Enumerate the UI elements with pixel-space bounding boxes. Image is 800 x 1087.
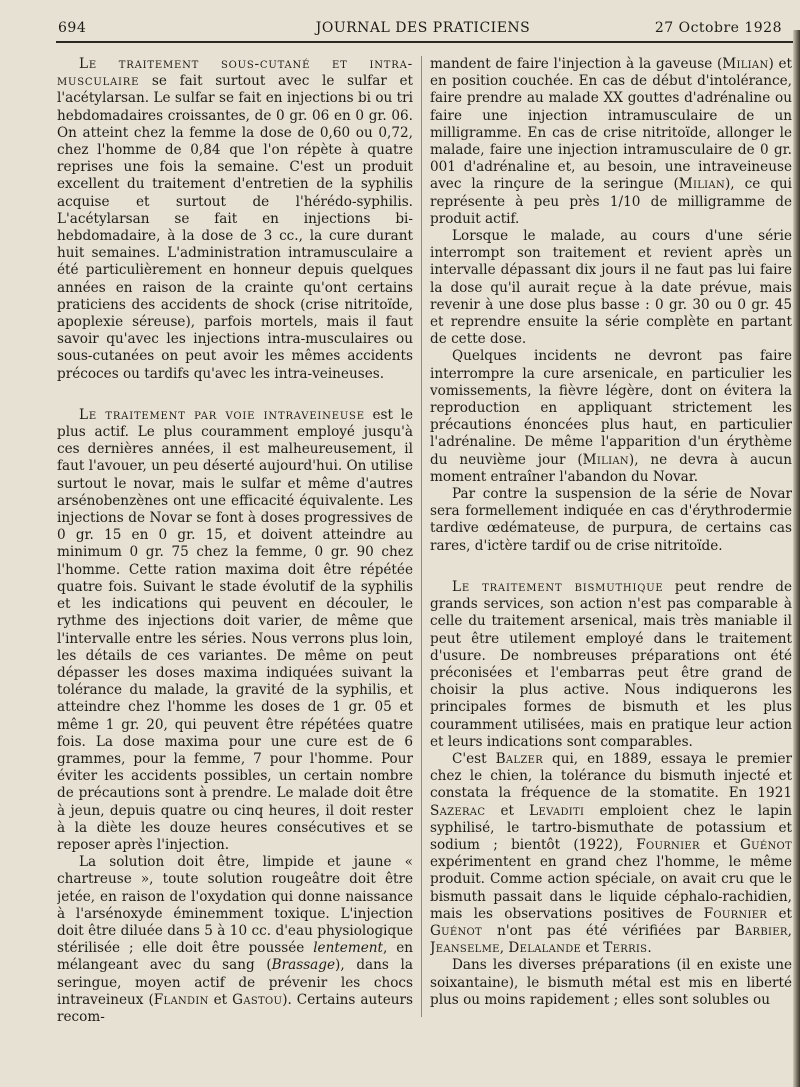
author-name: Barbier	[734, 922, 788, 939]
paragraph-text: ), ne devra à aucun moment entraîner l'abandon du Novar.	[430, 451, 792, 485]
paragraph-incidents	[430, 348, 792, 486]
author-name: Balzer	[495, 750, 544, 767]
paragraph-text: et	[208, 991, 233, 1008]
emphasis-text: Brassage	[271, 957, 336, 974]
paragraph-text: emploient chez le lapin syphilisé, le tartro-bismuthate de potassium et sodium ; bientôt (1922),	[430, 802, 792, 853]
left-column	[57, 56, 413, 1065]
paragraph-text: ) et en position couchée. En cas de début d'intolérance, faire prendre au malade XX gouttes d'adrénaline ou faire une injection intramusculaire de un milligramme. En cas de crise nitritoïde, allonger le malade, faire une injection intramusculaire de 0 gr. 001 d'adrénaline et, au besoin, une intraveineuse avec la rinçure de la seringue (	[430, 56, 792, 193]
paragraph-text: C'est	[452, 750, 496, 767]
page-binding-shadow	[793, 30, 800, 1087]
paragraph-text: qui, en 1889, essaya le premier chez le chien, la tolérance du bismuth injecté et constata la fréquence de la stomatite. En 1921	[430, 750, 792, 802]
paragraph-intravenous	[57, 407, 413, 854]
paragraph-text: La solution doit être, limpide et jaune « chartreuse », toute solution rougeâtre doit être jetée, en raison de l'oxydation qui donne naissance à l'arsénoxyde éminemment toxique. L'injection doit être diluée dans 5 à 10 cc. d'eau physiologique stérilisée ; elle doit être poussée	[57, 854, 413, 957]
paragraph-text: ), ce qui représente à peu près 1/10 de milligramme de produit actif.	[430, 176, 792, 227]
author-name: Milian	[722, 56, 769, 72]
paragraph-text: ). Certains auteurs recom-	[57, 991, 413, 1025]
column-divider	[421, 56, 422, 1017]
paragraph-text: n'ont pas été vérifiées par	[482, 922, 735, 939]
paragraph-text: , en mélangeant avec du sang (	[57, 940, 413, 974]
paragraph-text: se fait surtout avec le sulfar et l'acétylarsan. Le sulfar se fait en injections bi ou tri hebdomadaires croissantes, de 0 gr. 06 en 0 gr. 06. On atteint chez la femme la dose de 0,60 ou 0,72, chez l'homme de 0,84 que l'on répète à quatre reprises une fois la semaine. C'est un produit excellent du traitement d'entretien de la syphilis acquise et surtout de l'hérédo-syphilis. L'acétylarsan se fait en injections bi-hebdomadaire, à la dose de 3 cc., la cure durant huit semaines. L'administration intramusculaire a été particulièrement en honneur depuis quelques années en raison de la crainte qu'ont certains praticiens des accidents de shock (crise nitritoïde, apoplexie séreuse), parfois mortels, mais il faut savoir qu'avec les injections intra-musculaires ou sous-cutanées on peut avoir les mêmes accidents précoces ou tardifs qu'avec les intra-veineuses.	[57, 73, 413, 382]
section-heading-intravenous: Le traitement par voie intraveineuse	[79, 406, 365, 423]
paragraph-history	[430, 751, 792, 957]
paragraph-text: ), dans la seringue, moyen actif de prévenir les chocs intraveineux (	[57, 957, 413, 1008]
header-rule	[56, 41, 800, 43]
paragraph-bismuth	[430, 579, 792, 751]
paragraph-text: et	[767, 905, 792, 922]
author-name: Guénot	[430, 922, 483, 939]
author-name: Terris	[603, 940, 648, 957]
paragraph-text: mandent de faire l'injection à la gaveuse (	[430, 56, 723, 72]
paragraph-text: ,	[499, 940, 509, 957]
author-name: Delalande	[508, 940, 582, 957]
page-number: 694	[58, 20, 87, 36]
paragraph-continuation	[430, 56, 792, 228]
author-name: Jeanselme	[430, 940, 500, 957]
right-column	[430, 56, 792, 1065]
author-name: Gastou	[232, 991, 283, 1008]
paragraph-suspension: Par contre la suspension de la série de Novar sera formellement indiquée en cas d'érythrodermie tardive œdémateuse, de purpura, de certains cas rares, d'ictère tardif ou de crise nitritoïde.	[430, 486, 792, 554]
issue-date: 27 Octobre 1928	[654, 20, 782, 36]
paragraph-text: et	[581, 940, 604, 957]
paragraph-solution	[57, 854, 413, 1026]
paragraph-text: et	[485, 802, 530, 819]
paragraph-text: Quelques incidents ne devront pas faire interrompre la cure arsenicale, en particulier les vomissements, la fièvre légère, dont on évitera la reproduction en appliquant strictement les précautions énoncées plus haut, en particulier l'adrénaline. De même l'apparition d'un érythème du neuvième jour (	[430, 348, 792, 468]
paragraph-text: expérimentent en grand chez l'homme, le même produit. Comme action spéciale, on avait cru que le bismuth passait dans le liquide céphalo-rachidien, mais les observations positives de	[430, 854, 792, 922]
author-name: Levaditi	[529, 802, 585, 819]
paragraph-interruption: Lorsque le malade, au cours d'une série interrompt son traitement et revient après un intervalle dépassant dix jours il ne faut pas lui faire la dose qu'il aurait reçue à la date prévue, mais revenir à une dose plus basse : 0 gr. 30 ou 0 gr. 45 et reprendre ensuite la série complète en partant de cette dose.	[430, 228, 792, 348]
paragraph-preparations: Dans les diverses préparations (il en existe une soixantaine), le bismuth métal est mis en liberté plus ou moins rapidement ; elles sont solubles ou	[430, 957, 792, 1008]
paragraph-text: est le plus actif. Le plus couramment employé jusqu'à ces dernières années, il est malheureusement, il faut l'avouer, un peu déserté aujourd'hui. On utilise surtout le novar, mais le sulfar et même d'autres arsénobenzènes ont une efficacité équivalente. Les injections de Novar se font à doses progressives de 0 gr. 15 en 0 gr. 15, et doivent atteindre au minimum 0 gr. 75 chez la femme, 0 gr. 90 chez l'homme. Cette ration maxima doit être répétée quatre fois. Suivant le stade évolutif de la syphilis et les indications qui peuvent en découler, le rythme des injections doit varier, de même que l'intervalle entre les séries. Nous verrons plus loin, les détails de ces variantes. De même on peut dépasser les doses maxima indiquées suivant la tolérance du malade, la gravité de la syphilis, et atteindre chez l'homme les doses de 1 gr. 05 et même 1 gr. 20, qui peuvent être répétées quatre fois. La dose maxima pour une cure est de 6 grammes, pour la femme, 7 pour l'homme. Pour éviter les accidents possibles, un certain nombre de précautions sont à prendre. Le malade doit être à jeun, depuis quatre ou cinq heures, il doit rester à la diète les douze heures consécutives et se reposer après l'injection.	[57, 406, 413, 853]
section-heading-bismuth: Le traitement bismuthique	[452, 578, 664, 595]
paragraph-subcutaneous	[57, 56, 413, 383]
paragraph-text: .	[647, 940, 652, 957]
author-name: Guénot	[739, 836, 792, 853]
section-heading-subcutaneous: Le traitement sous-cutané et intra-musculaire	[57, 56, 413, 90]
author-name: Flandin	[153, 991, 209, 1008]
journal-title: JOURNAL DES PRATICIENS	[315, 20, 531, 36]
page-header	[58, 18, 788, 40]
author-name: Fournier	[703, 905, 768, 922]
author-name: Milian	[582, 451, 629, 468]
emphasis-text: lentement	[313, 940, 383, 957]
author-name: Milian	[678, 176, 725, 193]
paragraph-text: ,	[787, 922, 792, 939]
paragraph-text: et	[699, 836, 740, 853]
author-name: Fournier	[636, 836, 700, 853]
author-name: Sazerac	[430, 802, 486, 819]
paragraph-text: peut rendre de grands services, son action n'est pas comparable à celle du traitement arsenical, mais très maniable il peut être utilement employé dans le traitement d'usure. De nombreuses préparations ont été préconisées et l'embarras peut être grand de choisir la plus active. Nous indiquerons les principales formes de bismuth et les plus couramment utilisées, mais en pratique leur action et leurs indications sont comparables.	[430, 578, 792, 750]
